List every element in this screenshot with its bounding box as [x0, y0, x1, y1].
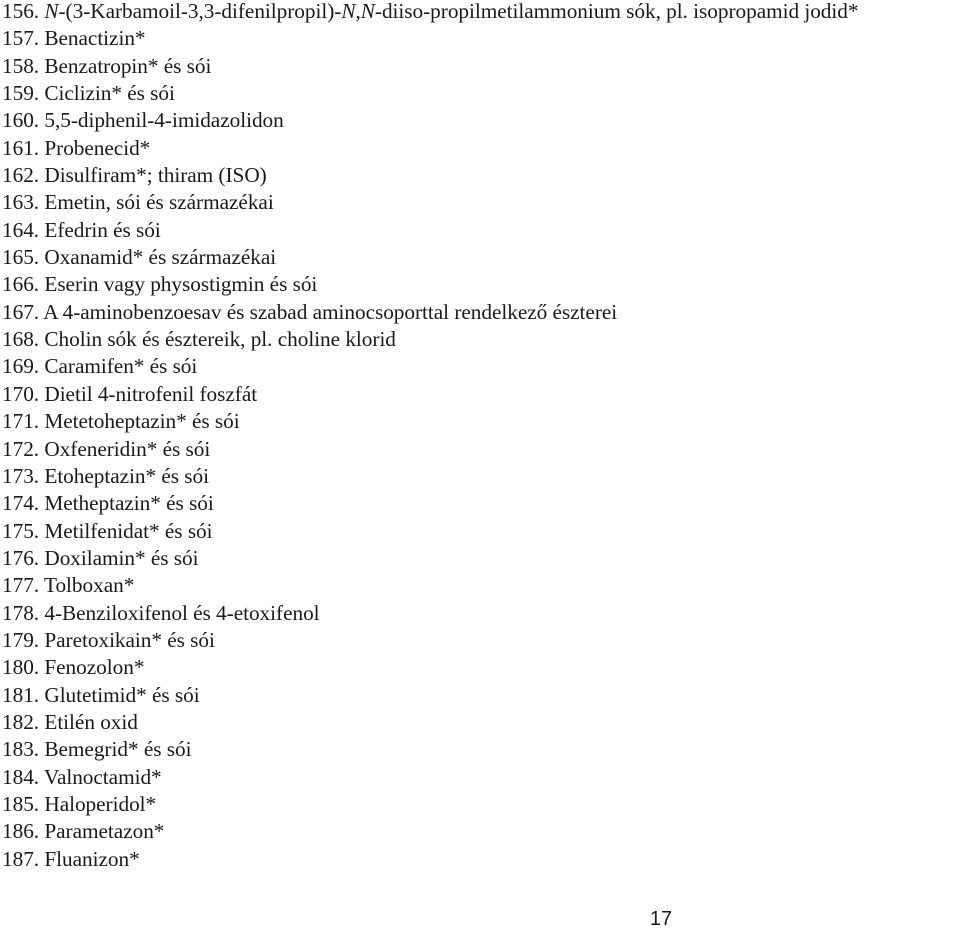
list-item-175	[2, 518, 858, 545]
item-text-part: N	[360, 0, 375, 23]
item-text: Disulfiram*; thiram (ISO)	[44, 163, 267, 188]
item-text: Dietil 4-nitrofenil foszfát	[44, 381, 258, 406]
item-text-part: N	[44, 0, 59, 23]
list-item-174	[2, 490, 858, 517]
item-text: Eserin vagy physostigmin és sói	[44, 272, 318, 297]
item-text: Metilfenidat* és sói	[44, 518, 213, 543]
list-item-179	[2, 627, 858, 654]
item-number: 182.	[2, 709, 40, 734]
item-text: Etoheptazin* és sói	[44, 463, 210, 488]
item-text: Oxfeneridin* és sói	[44, 436, 211, 461]
item-text-part: -(3-Karbamoil-3,3-difenilpropil)-	[58, 0, 342, 23]
item-number: 177.	[2, 573, 40, 598]
list-item-166	[2, 271, 858, 298]
item-text: Parametazon*	[44, 819, 165, 844]
item-number: 183.	[2, 737, 40, 762]
item-number: 185.	[2, 791, 40, 816]
item-number: 157.	[2, 26, 40, 51]
item-number: 187.	[2, 846, 40, 871]
item-number: 170.	[2, 381, 40, 406]
item-text: Bemegrid* és sói	[44, 737, 192, 762]
item-text: Efedrin és sói	[44, 217, 161, 242]
item-number: 181.	[2, 682, 40, 707]
list-item-156	[2, 0, 858, 25]
list-item-161	[2, 135, 858, 162]
list-item-183	[2, 736, 858, 763]
item-number: 169.	[2, 354, 40, 379]
list-item-185	[2, 791, 858, 818]
list-item-172	[2, 436, 858, 463]
item-text: Oxanamid* és származékai	[44, 245, 277, 270]
item-number: 186.	[2, 819, 40, 844]
item-text: Fluanizon*	[44, 846, 140, 871]
item-text: Valnoctamid*	[43, 764, 162, 789]
list-item-187	[2, 846, 858, 873]
list-item-157	[2, 25, 858, 52]
item-text: Doxilamin* és sói	[44, 545, 199, 570]
item-number: 156.	[2, 0, 40, 23]
item-number: 174.	[2, 491, 40, 516]
item-text: Haloperidol*	[44, 791, 157, 816]
item-number: 165.	[2, 245, 40, 270]
list-item-180	[2, 654, 858, 681]
item-text: A 4-aminobenzoesav és szabad aminocsoporttal rendelkező észterei	[43, 299, 618, 324]
item-text-part: N	[341, 0, 356, 23]
item-text: Tolboxan*	[43, 573, 135, 598]
item-number: 180.	[2, 655, 40, 680]
item-text: Cholin sók és észtereik, pl. choline klorid	[44, 327, 396, 352]
item-number: 166.	[2, 272, 40, 297]
item-text: Probenecid*	[44, 135, 151, 160]
list-item-158	[2, 53, 858, 80]
list-item-170	[2, 381, 858, 408]
list-item-173	[2, 463, 858, 490]
list-item-178	[2, 600, 858, 627]
item-number: 164.	[2, 217, 40, 242]
item-number: 172.	[2, 436, 40, 461]
item-number: 175.	[2, 518, 40, 543]
item-text: Metheptazin* és sói	[44, 491, 214, 516]
item-text	[44, 0, 858, 23]
item-number: 171.	[2, 409, 40, 434]
item-number: 160.	[2, 108, 40, 133]
item-text: Metetoheptazin* és sói	[44, 409, 240, 434]
substance-list	[2, 0, 858, 873]
list-item-182	[2, 709, 858, 736]
item-text: Benzatropin* és sói	[44, 53, 212, 78]
item-number: 179.	[2, 627, 40, 652]
page-number: 17	[649, 908, 673, 930]
list-item-167	[2, 299, 858, 326]
item-text-part: -diiso-propilmetilammonium sók, pl. isopropamid jodid*	[374, 0, 859, 23]
item-number: 158.	[2, 53, 40, 78]
item-number: 167.	[2, 299, 40, 324]
item-text: Ciclizin* és sói	[44, 81, 175, 106]
item-text: Glutetimid* és sói	[44, 682, 200, 707]
item-text-part: ,	[355, 0, 361, 23]
item-text: Caramifen* és sói	[44, 354, 198, 379]
list-item-165	[2, 244, 858, 271]
item-number: 168.	[2, 327, 40, 352]
list-item-160	[2, 107, 858, 134]
list-item-159	[2, 80, 858, 107]
list-item-169	[2, 353, 858, 380]
item-text: 5,5-diphenil-4-imidazolidon	[44, 108, 284, 133]
list-item-176	[2, 545, 858, 572]
item-text: Benactizin*	[44, 26, 146, 51]
item-number: 178.	[2, 600, 40, 625]
item-text: Etilén oxid	[44, 709, 138, 734]
item-text: Emetin, sói és származékai	[44, 190, 274, 215]
item-text: Fenozolon*	[44, 655, 145, 680]
item-number: 161.	[2, 135, 40, 160]
item-number: 173.	[2, 463, 40, 488]
list-item-168	[2, 326, 858, 353]
list-item-162	[2, 162, 858, 189]
item-number: 176.	[2, 545, 40, 570]
item-number: 162.	[2, 163, 40, 188]
list-item-186	[2, 818, 858, 845]
list-item-181	[2, 682, 858, 709]
item-number: 184.	[2, 764, 40, 789]
item-text: Paretoxikain* és sói	[44, 627, 215, 652]
list-item-163	[2, 189, 858, 216]
list-item-164	[2, 217, 858, 244]
item-number: 159.	[2, 81, 40, 106]
list-item-171	[2, 408, 858, 435]
item-number: 163.	[2, 190, 40, 215]
list-item-177	[2, 572, 858, 599]
list-item-184	[2, 764, 858, 791]
item-text: 4-Benziloxifenol és 4-etoxifenol	[44, 600, 320, 625]
